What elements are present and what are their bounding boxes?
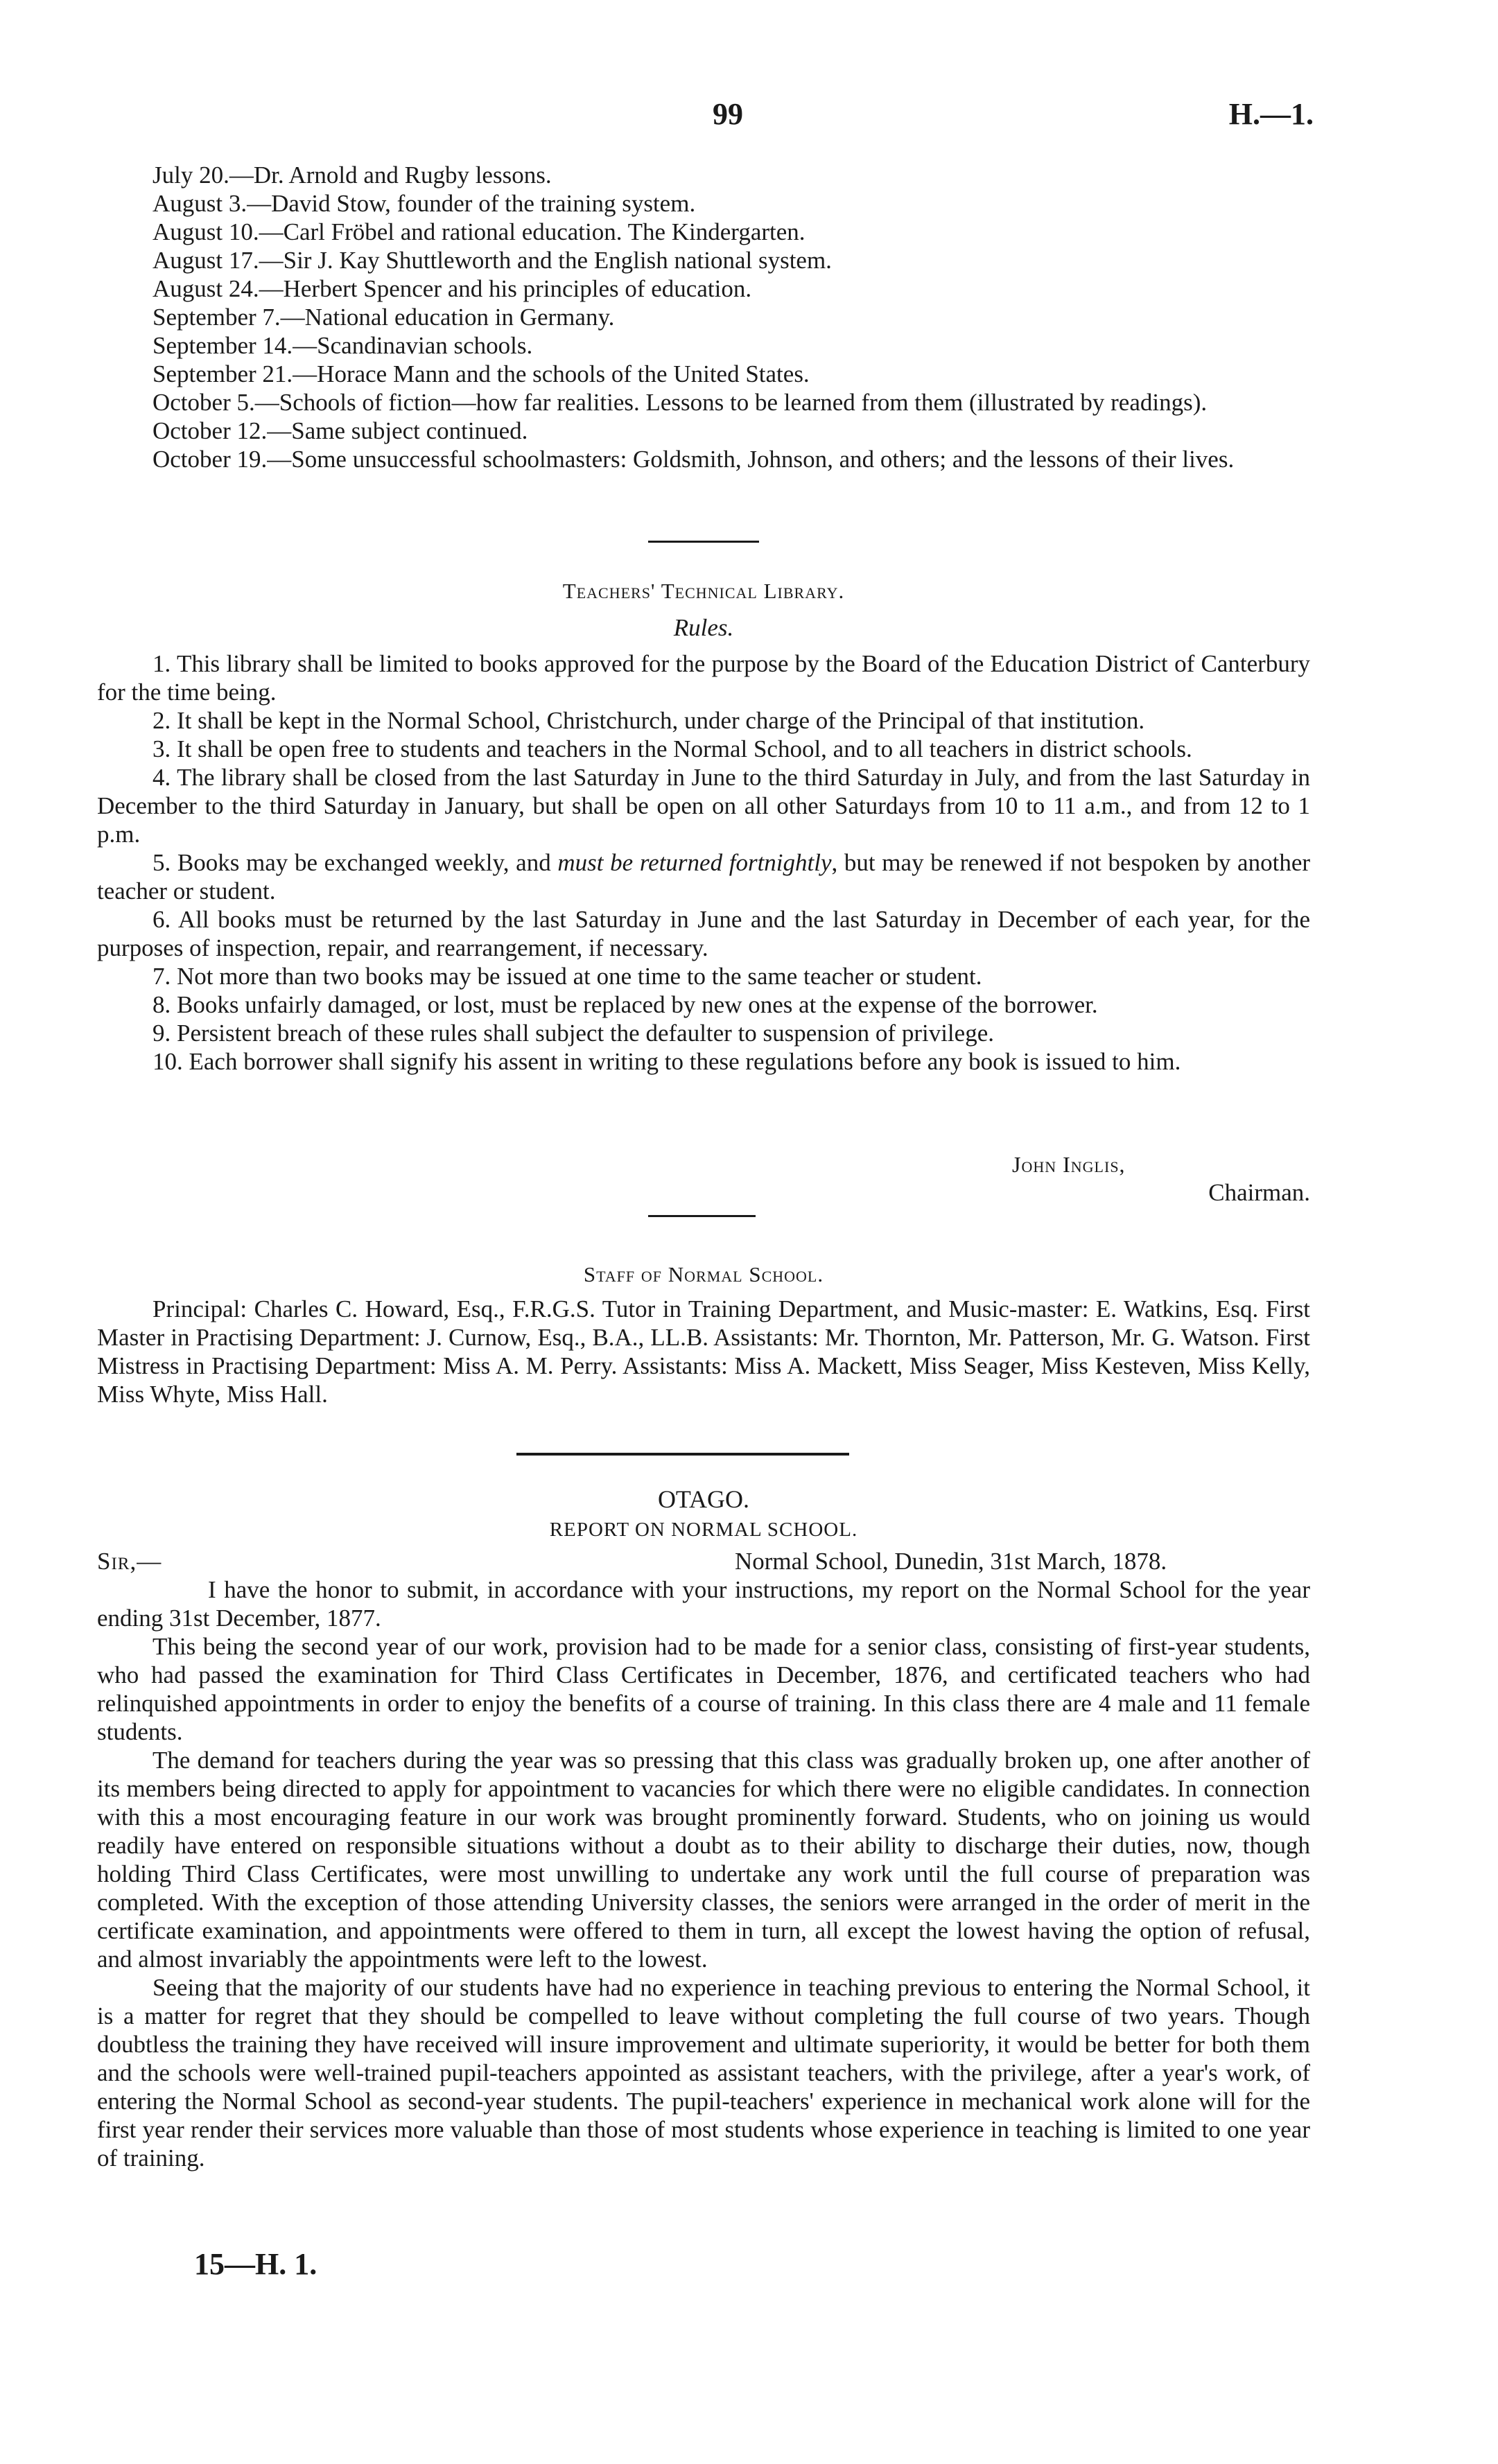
library-rule: 7. Not more than two books may be issued at one time to the same teacher or student.: [153, 963, 982, 990]
dateline: Normal School, Dunedin, 31st March, 1878.: [735, 1548, 1167, 1575]
library-title: Teachers' Technical Library.: [562, 579, 845, 603]
library-subtitle: Rules.: [673, 614, 734, 641]
section-divider: [516, 1453, 849, 1456]
library-rule: 3. It shall be open free to students and teachers in the Normal School, and to all teachers in district schools.: [153, 735, 1192, 762]
lecture-item: July 20.—Dr. Arnold and Rugby lessons.: [153, 161, 552, 189]
lecture-item: October 19.—Some unsuccessful schoolmasters: Goldsmith, Johnson, and others; and the lessons of their lives.: [153, 446, 1235, 473]
lecture-item: October 5.—Schools of fiction—how far realities. Lessons to be learned from them (illustrated by readings).: [153, 389, 1208, 416]
lecture-item: September 21.—Horace Mann and the schools of the United States.: [153, 360, 810, 387]
lecture-item: September 7.—National education in Germany.: [153, 304, 615, 331]
report-paragraph: The demand for teachers during the year was so pressing that this class was gradually broken up, one after another of its members being directed to apply for appointment to vacancies for which there were no eligible candidates. In connection with this a most encouraging feature in our work was brought prominently forward. Students, who on joining us would readily have entered on responsible situations without a doubt as to their ability to discharge their duties, now, though holding Third Class Certificates, were most unwilling to undertake any work until the full course of preparation was completed. With the exception of those attending University classes, the seniors were arranged in the order of merit in the certificate examination, and appointments were offered to them in turn, all except the lowest having the option of refusal, and almost invariably the appointments were left to the lowest.: [97, 1747, 1310, 1973]
library-rule-5: [97, 848, 1310, 905]
library-rule: 8. Books unfairly damaged, or lost, must be replaced by new ones at the expense of the borrower.: [153, 991, 1098, 1018]
library-rule: 9. Persistent breach of these rules shall subject the defaulter to suspension of privilege.: [153, 1020, 994, 1047]
signature-mark: 15—H. 1.: [194, 2247, 317, 2281]
section-divider: [648, 541, 759, 543]
report-paragraph: This being the second year of our work, provision had to be made for a senior class, consisting of first-year students, who had passed the examination for Third Class Certificates in December, 1876, and certificated teachers who had relinquished appointments in order to enjoy the benefits of a course of training. In this class there are 4 male and 11 female students.: [97, 1633, 1310, 1745]
library-rule: 1. This library shall be limited to books approved for the purpose by the Board of the Education District of Canterbury for the time being.: [97, 650, 1310, 706]
salutation: Sir,—: [97, 1548, 162, 1575]
otago-title: OTAGO.: [657, 1485, 750, 1513]
section-divider: [648, 1215, 756, 1217]
library-rule: 2. It shall be kept in the Normal School, Christchurch, under charge of the Principal of that institution.: [153, 707, 1145, 734]
page-number: 99: [713, 97, 743, 131]
otago-report-body: [97, 1575, 1310, 2172]
library-rule: 4. The library shall be closed from the last Saturday in June to the third Saturday in July, and from the last Saturday in December to the third Saturday in January, but shall be open on all other Saturdays from 10 to 11 a.m., and from 12 to 1 p.m.: [97, 764, 1310, 848]
signatory-name: John Inglis,: [1012, 1152, 1126, 1177]
rule-5-text: 5. Books may be exchanged weekly, and: [153, 849, 558, 876]
lecture-item: October 12.—Same subject continued.: [153, 417, 528, 444]
staff-title: Staff of Normal School.: [583, 1262, 824, 1286]
library-rule: 6. All books must be returned by the last Saturday in June and the last Saturday in December of each year, for the purposes of inspection, repair, and rearrangement, if necessary.: [97, 906, 1310, 961]
document-reference: H.—1.: [1228, 97, 1314, 131]
lecture-item: August 10.—Carl Fröbel and rational education. The Kindergarten.: [153, 218, 805, 245]
staff-text-block: [97, 1295, 1310, 1408]
lecture-list: [97, 161, 1310, 473]
staff-text: Principal: Charles C. Howard, Esq., F.R.G.S. Tutor in Training Department, and Music-master: E. Watkins, Esq. First Master in Practising Department: J. Curnow, Esq., B.A., LL.B. Assistants: Mr. Thornton, Mr. Patterson, Mr. G. Watson. First Mistress in Practising Department: Miss A. M. Perry. Assistants: Miss A. Mackett, Miss Seager, Miss Kesteven, Miss Kelly, Miss Whyte, Miss Hall.: [97, 1295, 1310, 1408]
rule-5-emphasis: must be returned fortnightly: [557, 849, 832, 876]
report-paragraph: I have the honor to submit, in accordance with your instructions, my report on the Normal School for the year ending 31st December, 1877.: [97, 1576, 1310, 1632]
lecture-item: August 24.—Herbert Spencer and his principles of education.: [153, 275, 752, 302]
library-rules: [97, 649, 1310, 1076]
signatory-role: Chairman.: [1208, 1179, 1310, 1206]
rule-5-text-end: , but may be renewed if not bespoken by another teacher or student.: [97, 849, 1311, 905]
lecture-item: August 17.—Sir J. Kay Shuttleworth and the English national system.: [153, 247, 832, 274]
lecture-item: August 3.—David Stow, founder of the training system.: [153, 190, 696, 217]
lecture-item: September 14.—Scandinavian schools.: [153, 332, 533, 359]
library-rule: 10. Each borrower shall signify his assent in writing to these regulations before any book is issued to him.: [153, 1048, 1181, 1075]
report-paragraph: Seeing that the majority of our students have had no experience in teaching previous to entering the Normal School, it is a matter for regret that they should be compelled to leave without completing the full course of two years. Though doubtless the training they have received will insure improvement and ultimate superiority, it would be better for both them and the schools were well-trained pupil-teachers appointed as assistant teachers, with the privilege, after a year's work, of entering the Normal School as second-year students. The pupil-teachers' experience in mechanical work alone will for the first year render their services more valuable than those of most students whose experience in teaching is limited to one year of training.: [97, 1974, 1310, 2172]
otago-subtitle: REPORT ON NORMAL SCHOOL.: [549, 1519, 858, 1541]
